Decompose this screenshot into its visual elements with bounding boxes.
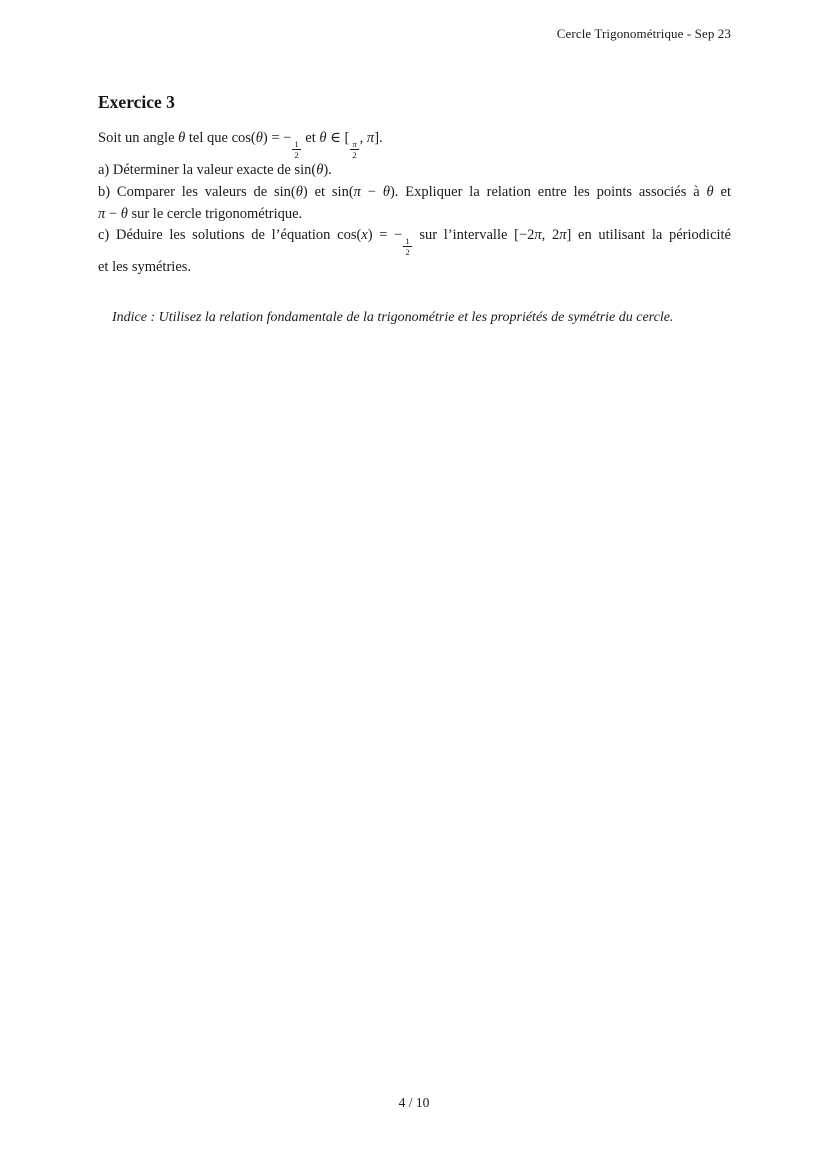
math-variable: θ [382, 183, 390, 200]
math-fraction: $\frac{1}{2}$ [294, 138, 299, 161]
math-variable: x [361, 227, 368, 244]
body-line: Soit un angle θ tel que cos(θ) = − $\frac{1}{2}$ et θ ∈ [ $\frac{\pi}{2}$ , π]. [98, 130, 383, 161]
math-variable: π [353, 183, 361, 200]
math-variable: π [559, 227, 567, 244]
math-variable: θ [120, 205, 128, 222]
math-fraction: $\frac{\pi}{2}$ [352, 138, 357, 161]
math-variable: π [366, 130, 375, 146]
math-variable: θ [319, 130, 327, 146]
math-fraction: $\frac{1}{2}$ [405, 235, 410, 258]
math-variable: θ [316, 162, 324, 179]
math-variable: θ [255, 130, 263, 146]
page-number: 4 / 10 [398, 1095, 430, 1110]
hint-text: Indice : Utilisez la relation fondamentale de la trigonométrie et les propriétés de symétrie du cercle. [112, 310, 674, 325]
body-line: π − θ sur le cercle trigonométrique. [98, 205, 303, 222]
exercise-body [98, 128, 731, 279]
page-header-title: Cercle Trigonométrique - Sep 23 [556, 26, 731, 41]
math-variable: π [98, 205, 106, 222]
math-variable: θ [178, 130, 186, 146]
math-variable: θ [706, 183, 714, 200]
body-line: a) Déterminer la valeur exacte de sin(θ). [98, 162, 332, 179]
math-variable: π [534, 227, 542, 244]
math-variable: θ [295, 183, 303, 200]
exercise-content [98, 91, 731, 328]
body-line: c) Déduire les solutions de l’équation cos(x) = − $\frac{1}{2}$ sur l’intervalle [−2π, 2π] en utilisant la périodicité [98, 227, 731, 258]
math-variable: π [352, 138, 357, 149]
body-line: b) Comparer les valeurs de sin(θ) et sin(π − θ). Expliquer la relation entre les points associés à θ et [98, 183, 731, 200]
exercise-title: Exercice 3 [98, 92, 175, 112]
body-line: et les symétries. [98, 259, 192, 276]
